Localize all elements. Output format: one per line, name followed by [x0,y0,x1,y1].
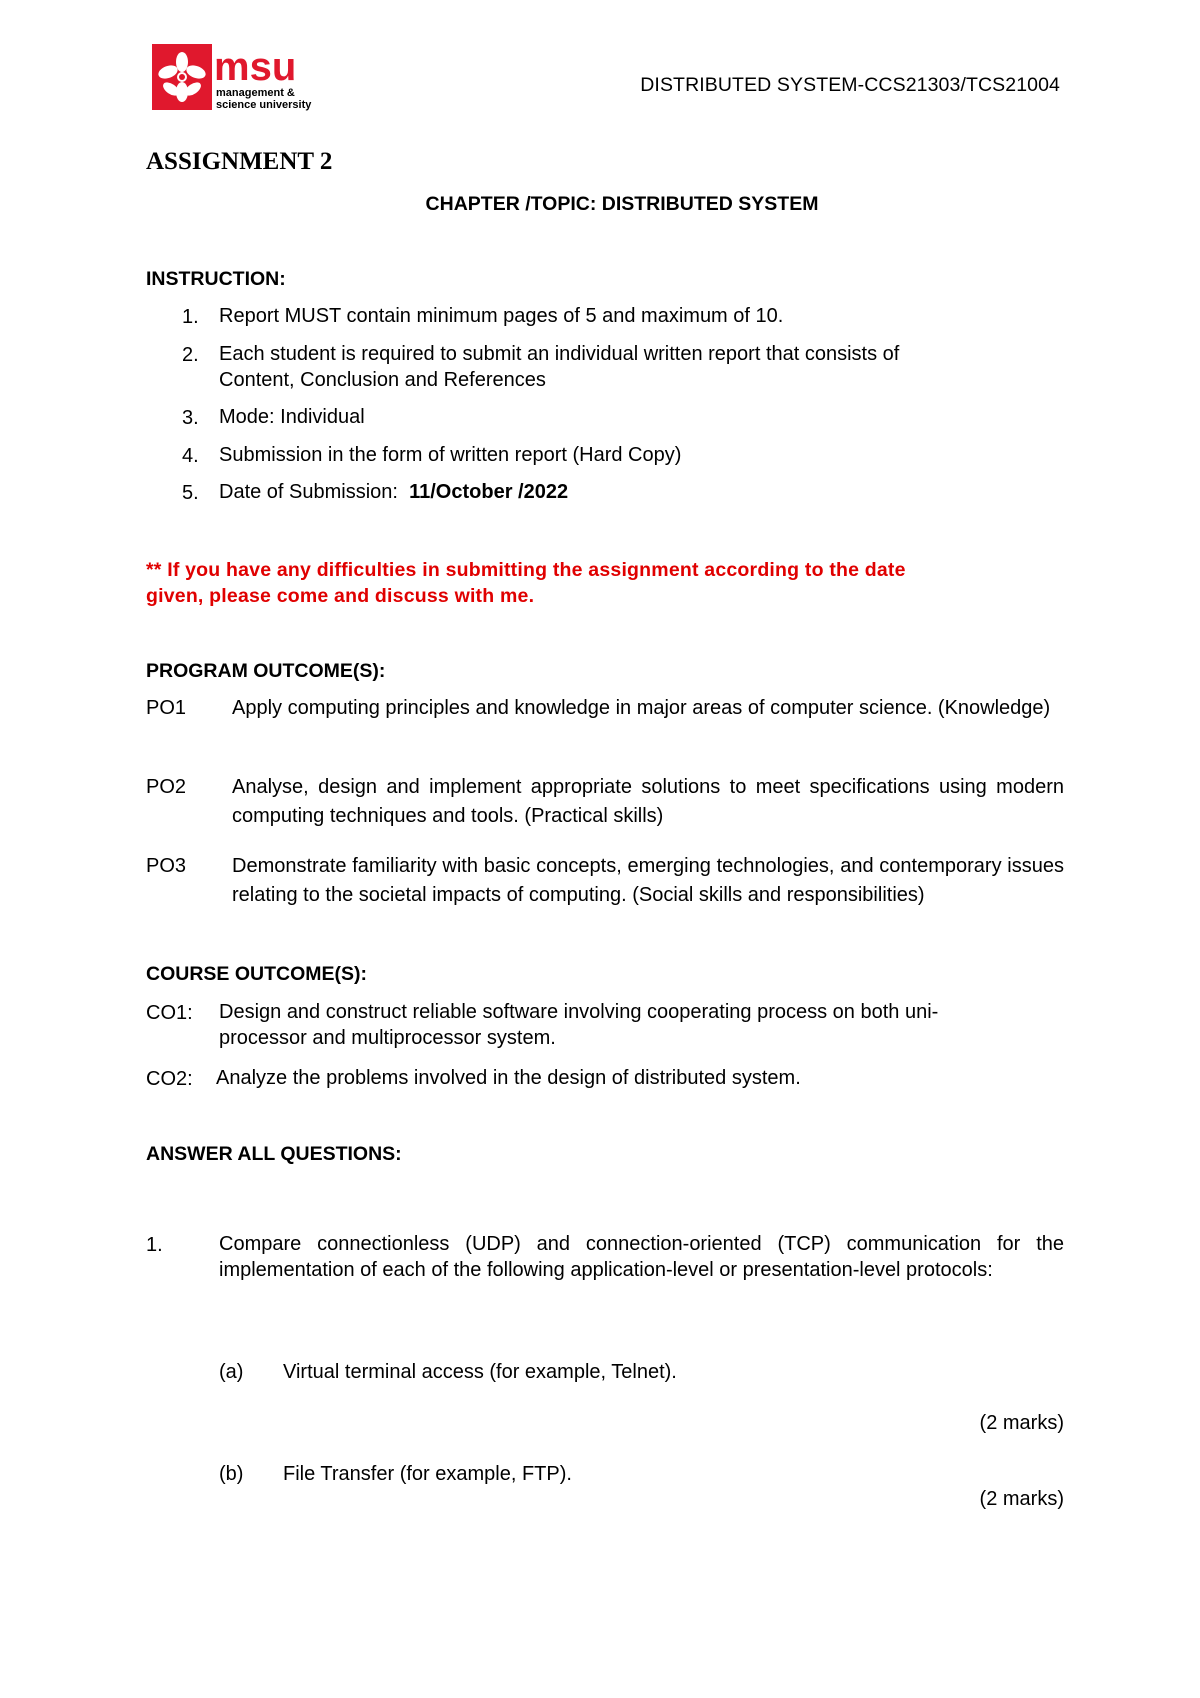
instruction-number: 1. [182,306,199,328]
instruction-number: 2. [182,344,199,366]
po-label: PO1 [146,697,187,719]
instruction-item: Submission in the form of written report (Hard Copy) [219,444,682,466]
answer-all-heading: ANSWER ALL QUESTIONS: [146,1143,402,1165]
instruction-item: Each student is required to submit an individual written report that consists of [219,343,900,365]
instruction-number: 4. [182,445,199,467]
instruction-number: 3. [182,407,199,429]
course-outcomes-heading: COURSE OUTCOME(S): [146,963,367,985]
submission-date-label: Date of Submission: [219,481,398,503]
co-label: CO2: [146,1068,193,1090]
instruction-item: Report MUST contain minimum pages of 5 and maximum of 10. [219,305,784,327]
marks-label: (2 marks) [979,1412,1064,1434]
assignment-title: ASSIGNMENT 2 [146,148,333,175]
svg-text:science university: science university [216,99,312,111]
instruction-heading: INSTRUCTION: [146,268,286,290]
co-label: CO1: [146,1002,193,1024]
course-code-header: DISTRIBUTED SYSTEM-CCS21303/TCS21004 [640,74,1060,96]
instruction-item: Mode: Individual [219,406,365,428]
co-text: Design and construct reliable software involving cooperating process on both uni- [219,1001,939,1023]
instruction-number: 5. [182,482,199,504]
chapter-topic: CHAPTER /TOPIC: DISTRIBUTED SYSTEM [425,193,819,215]
instruction-item-submission-date [219,479,568,505]
subquestion-label: (a) [219,1361,244,1383]
co-text-continued: processor and multiprocessor system. [219,1027,556,1049]
subquestion-text: File Transfer (for example, FTP). [283,1463,572,1485]
po-label: PO3 [146,855,187,877]
instruction-item-continued: Content, Conclusion and References [219,369,546,391]
subquestion-label: (b) [219,1463,244,1485]
msu-logo-icon [152,42,350,114]
question-number: 1. [146,1234,163,1256]
submission-date-value: 11/October /2022 [409,481,569,503]
svg-text:management &: management & [216,87,295,99]
po-text: Apply computing principles and knowledge in major areas of computer science. (Knowledge) [232,697,1051,719]
marks-label: (2 marks) [979,1488,1064,1510]
po-text: Analyse, design and implement appropriate solutions to meet specifications using modern computing techniques and tools. (Practical skills) [232,776,1064,827]
subquestion-text: Virtual terminal access (for example, Telnet). [283,1361,677,1383]
question-text: Compare connectionless (UDP) and connection-oriented (TCP) communication for the implementation of each of the following application-level or presentation-level protocols: [219,1233,1064,1281]
co-text: Analyze the problems involved in the design of distributed system. [216,1067,801,1089]
po-text: Demonstrate familiarity with basic concepts, emerging technologies, and contemporary issues relating to the societal impacts of computing. (Social skills and responsibilities) [232,855,1064,906]
po-label: PO2 [146,776,187,798]
svg-text:msu: msu [214,45,297,89]
university-logo [152,42,350,114]
difficulty-note-line: ** If you have any difficulties in submitting the assignment according to the date [146,559,906,581]
difficulty-note-line: given, please come and discuss with me. [146,585,535,607]
program-outcomes-heading: PROGRAM OUTCOME(S): [146,660,386,682]
